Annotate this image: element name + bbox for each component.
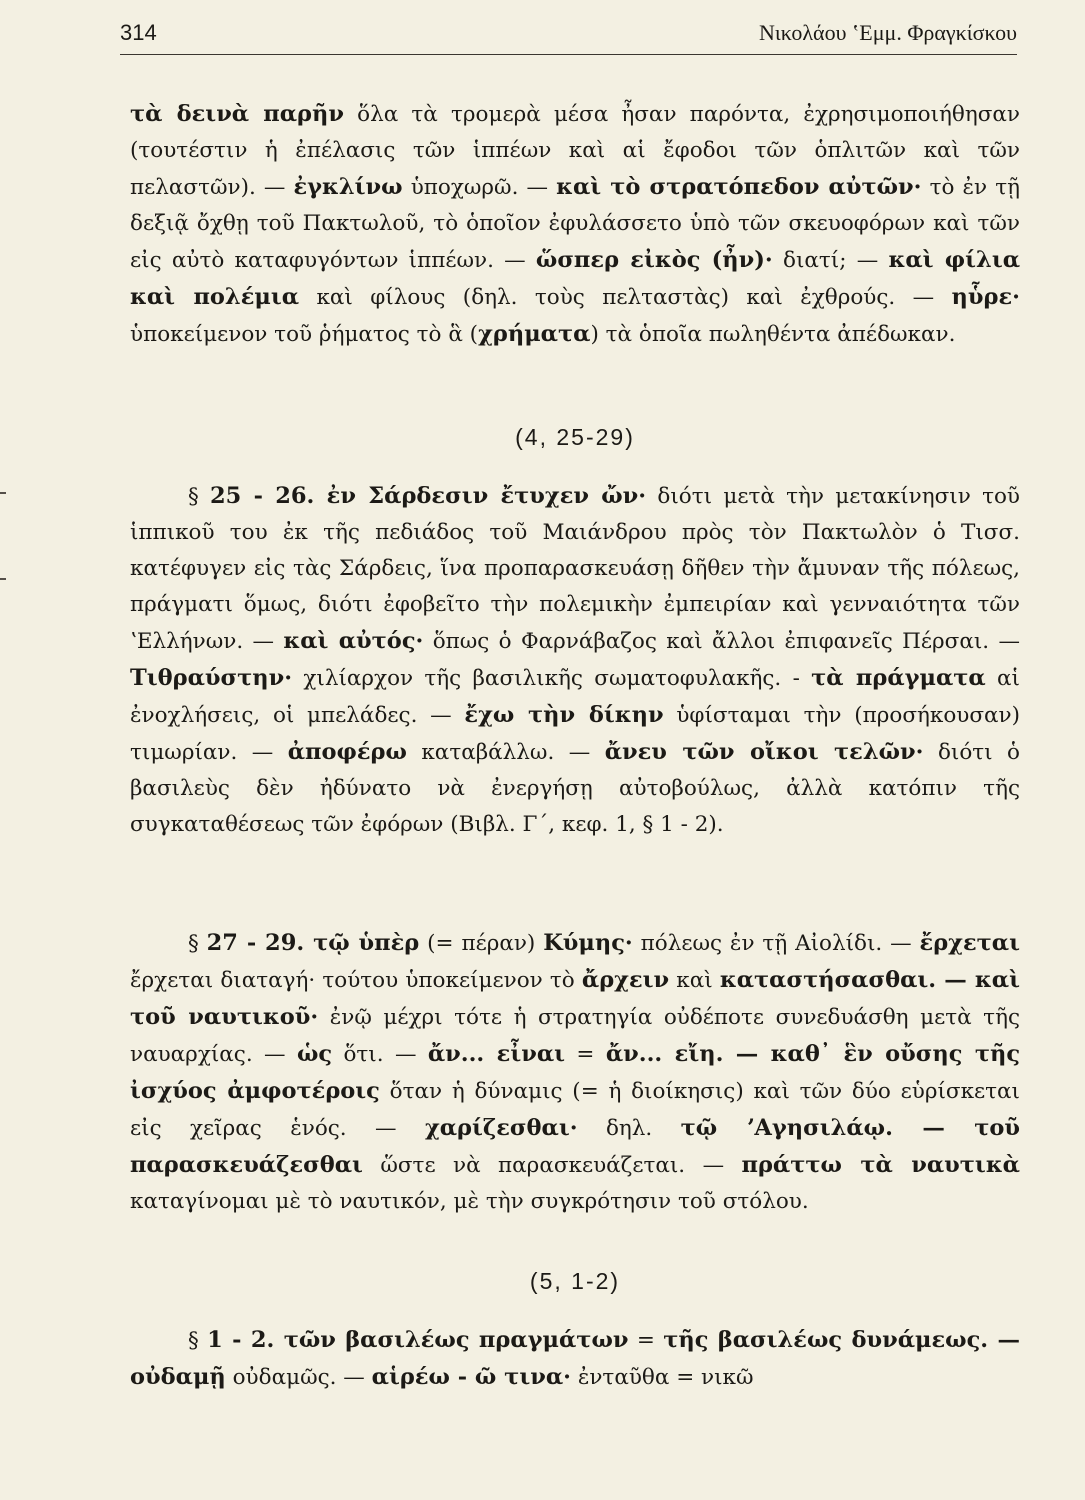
gloss-text: § bbox=[188, 484, 211, 509]
lemma: ὡς bbox=[296, 1041, 333, 1067]
margin-mark bbox=[0, 492, 6, 494]
gloss-text: δηλ. bbox=[577, 1116, 681, 1141]
gloss-text: καταβάλλω. — bbox=[406, 740, 605, 765]
gloss-text: ἐνταῦθα = νικῶ bbox=[570, 1365, 754, 1390]
gloss-text: (= πέραν) bbox=[419, 931, 544, 956]
gloss-text: ὅλα τὰ τρομερὰ μέσα ἦσαν παρόντα, ἐχρησιμοποιήθησαν (τουτέστιν ἡ ἐπέλασις τῶν ἱππέων καὶ αἱ ἔφοδοι τῶν ὁπλιτῶν καὶ τῶν πελαστῶν). — bbox=[130, 102, 1020, 200]
lemma: 25 - 26. ἐν Σάρδεσιν ἔτυχεν ὤν· bbox=[210, 483, 647, 509]
lemma: χαρίζεσθαι· bbox=[424, 1115, 578, 1141]
gloss-text: διότι μετὰ τὴν μετακίνησιν τοῦ ἱππικοῦ του ἐκ τῆς πεδιάδος τοῦ Μαιάνδρου πρὸς τὸν Πακτωλὸν ὁ Τισσ. κατέφυγεν εἰς τὰς Σάρδεις, ἵνα προπαρασκευάσῃ δῆθεν τὴν ἄμυναν τῆς πόλεως, πράγματι ὅμως, διότι ἐφοβεῖτο τὴν πολεμικὴν ἐμπειρίαν καὶ γενναιότητα τῶν ʽΕλλήνων. — bbox=[130, 484, 1020, 654]
paragraph-text bbox=[130, 1322, 1020, 1396]
lemma: Τιθραύστην· bbox=[130, 665, 293, 691]
lemma: ἄνευ τῶν οἴκοι τελῶν· bbox=[604, 739, 924, 765]
lemma: αἱρέω - ῶ τινα· bbox=[371, 1364, 571, 1390]
gloss-text: = bbox=[565, 1042, 606, 1067]
commentary-paragraph bbox=[130, 478, 1020, 843]
commentary-paragraph bbox=[130, 96, 1020, 353]
lemma: τὰ πράγματα bbox=[811, 665, 986, 691]
lemma: ὥσπερ εἰκὸς (ἦν)· bbox=[535, 247, 773, 273]
lemma: ἄρχειν bbox=[581, 967, 670, 993]
commentary-paragraph bbox=[130, 1322, 1020, 1396]
lemma: τῷ ʼΑγησιλάῳ. — τοῦ παρασκευάζεσθαι bbox=[130, 1115, 1020, 1178]
lemma: ἄν... εἶναι bbox=[427, 1041, 566, 1067]
gloss-text: ὥστε νὰ παρασκευάζεται. — bbox=[362, 1153, 742, 1178]
gloss-text: οὐδαμῶς. — bbox=[225, 1365, 372, 1390]
gloss-text: ) τὰ ὁποῖα πωληθέντα ἀπέδωκαν. bbox=[590, 322, 956, 347]
lemma: 1 - 2. τῶν βασιλέως πραγμάτων bbox=[207, 1327, 629, 1353]
commentary-paragraph bbox=[130, 925, 1020, 1220]
gloss-text: διότι ὁ βασιλεὺς δὲν ἠδύνατο νὰ ἐνεργήσῃ αὐτοβούλως, ἀλλὰ κατόπιν τῆς συγκαταθέσεως τῶν ἐφόρων (Βιβλ. Γ΄, κεφ. 1, § 1 - 2). bbox=[130, 740, 1020, 837]
gloss-text: ὅταν ἡ δύναμις (= ἡ διοίκησις) καὶ τῶν δύο εὑρίσκεται εἰς χεῖρας ἑνός. — bbox=[130, 1079, 1020, 1141]
lemma: καὶ φίλια καὶ πολέμια bbox=[130, 247, 1021, 310]
lemma: τὰ δεινὰ παρῆν bbox=[130, 101, 344, 127]
gloss-text: διατί; — bbox=[772, 248, 889, 273]
lemma: τῆς βασιλέως δυνάμεως. — οὐδαμῇ bbox=[130, 1327, 1020, 1390]
gloss-text: ὅτι. — bbox=[332, 1042, 428, 1067]
running-title: Νικολάου ʽΕμμ. Φραγκίσκου bbox=[758, 20, 1017, 45]
gloss-text: αἱ ἐνοχλήσεις, οἱ μπελάδες. — bbox=[130, 666, 1020, 728]
lemma: Κύμης· bbox=[543, 930, 633, 956]
section-reference: (4, 25-29) bbox=[515, 424, 635, 450]
gloss-text: ὑποκείμενον τοῦ ῥήματος τὸ ἃ ( bbox=[130, 322, 479, 347]
gloss-text: § bbox=[188, 931, 207, 956]
paragraph-text bbox=[130, 478, 1020, 843]
lemma: ἄν... εἴη. — καθ᾽ ἓν οὔσης τῆς ἰσχύος ἀμφοτέροις bbox=[130, 1041, 1021, 1104]
section-reference: (5, 1-2) bbox=[529, 1268, 621, 1294]
gloss-text: § bbox=[188, 1328, 208, 1353]
gloss-text: ὅπως ὁ Φαρνάβαζος καὶ ἄλλοι ἐπιφανεῖς Πέρσαι. — bbox=[423, 629, 1020, 654]
lemma: ἐγκλίνω bbox=[293, 174, 403, 200]
lemma: ἀποφέρω bbox=[287, 739, 407, 765]
gloss-text: ὑφίσταμαι τὴν (προσήκουσαν) τιμωρίαν. — bbox=[130, 703, 1021, 765]
gloss-text: καὶ φίλους (δηλ. τοὺς πελταστὰς) καὶ ἐχθρούς. — bbox=[299, 285, 952, 310]
gloss-text: τὸ ἐν τῇ δεξιᾷ ὄχθῃ τοῦ Πακτωλοῦ, τὸ ὁποῖον ἐφυλάσσετο ὑπὸ τῶν σκευοφόρων καὶ τῶν εἰς αὐτὸ καταφυγόντων ἱππέων. — bbox=[130, 175, 1020, 273]
gloss-text: χιλίαρχον τῆς βασιλικῆς σωματοφυλακῆς. - bbox=[292, 666, 812, 691]
lemma: ἔχω τὴν δίκην bbox=[464, 702, 664, 728]
lemma: χρήματα bbox=[478, 321, 591, 347]
gloss-text: καταγίνομαι μὲ τὸ ναυτικόν, μὲ τὴν συγκρότησιν τοῦ στόλου. bbox=[130, 1189, 809, 1214]
lemma: καταστήσασθαι. — καὶ τοῦ ναυτικοῦ· bbox=[130, 967, 1020, 1030]
lemma: ηὗρε· bbox=[951, 284, 1020, 310]
margin-mark bbox=[0, 578, 6, 580]
lemma: καὶ τὸ στρατόπεδον αὐτῶν· bbox=[556, 174, 922, 200]
gloss-text: καὶ bbox=[669, 968, 720, 993]
gloss-text: = bbox=[628, 1328, 664, 1353]
lemma: ἔρχεται bbox=[919, 930, 1020, 956]
gloss-text: ὑποχωρῶ. — bbox=[402, 175, 557, 200]
paragraph-text bbox=[130, 96, 1020, 353]
page-number: 314 bbox=[120, 20, 157, 45]
page-header bbox=[120, 14, 1017, 55]
gloss-text: πόλεως ἐν τῇ Αἰολίδι. — bbox=[632, 931, 920, 956]
gloss-text: ἐνῷ μέχρι τότε ἡ στρατηγία οὐδέποτε συνεδυάσθη μετὰ τῆς ναυαρχίας. — bbox=[130, 1005, 1020, 1067]
lemma: 27 - 29. τῷ ὑπὲρ bbox=[206, 930, 420, 956]
gloss-text: ἔρχεται διαταγή· τούτου ὑποκείμενον τὸ bbox=[130, 968, 582, 993]
lemma: καὶ αὐτός· bbox=[283, 628, 424, 654]
lemma: πράττω τὰ ναυτικὰ bbox=[741, 1152, 1020, 1178]
paragraph-text bbox=[130, 925, 1020, 1220]
